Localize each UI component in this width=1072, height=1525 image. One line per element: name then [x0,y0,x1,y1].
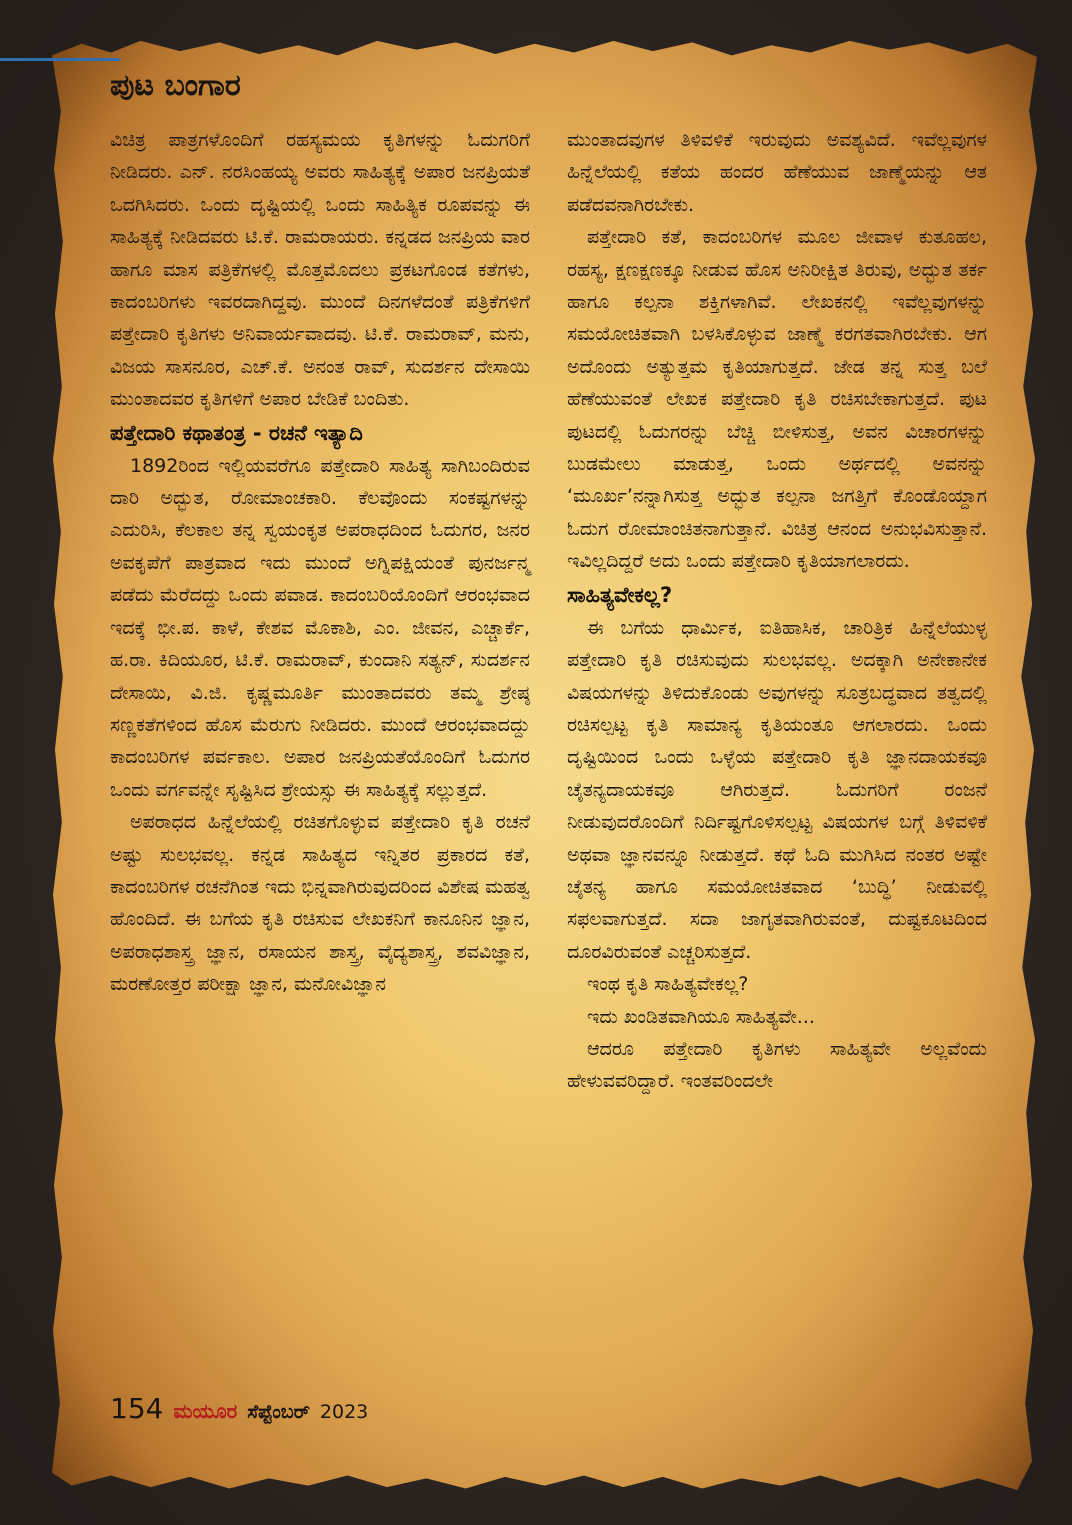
subheading: ಸಾಹಿತ್ಯವೇಕಲ್ಲ? [567,582,673,607]
paragraph: ಈ ಬಗೆಯ ಧಾರ್ಮಿಕ, ಐತಿಹಾಸಿಕ, ಚಾರಿತ್ರಿಕ ಹಿನ್ನೆಲೆಯುಳ್ಳ ಪತ್ತೇದಾರಿ ಕೃತಿ ರಚಿಸುವುದು ಸುಲಭವಲ್ಲ. ಅದಕ್ಕಾಗಿ ಅನೇಕಾನೇಕ ವಿಷಯಗಳನ್ನು ತಿಳಿದುಕೊಂಡು ಅವುಗಳನ್ನು ಸೂತ್ರಬದ್ಧವಾದ ತತ್ವದಲ್ಲಿ ರಚಿಸಲ್ಪಟ್ಟ ಕೃತಿ ಸಾಮಾನ್ಯ ಕೃತಿಯಂತೂ ಆಗಲಾರದು. ಒಂದು ದೃಷ್ಟಿಯಿಂದ ಒಂದು ಒಳ್ಳೆಯ ಪತ್ತೇದಾರಿ ಕೃತಿ ಜ್ಞಾನದಾಯಕವೂ ಚೈತನ್ಯದಾಯಕವೂ ಆಗಿರುತ್ತದೆ. ಓದುಗರಿಗೆ ರಂಜನೆ ನೀಡುವುದರೊಂದಿಗೆ ನಿರ್ದಿಷ್ಟಗೊಳಿಸಲ್ಪಟ್ಟ ವಿಷಯಗಳ ಬಗ್ಗೆ ತಿಳಿವಳಿಕೆ ಅಥವಾ ಜ್ಞಾನವನ್ನೂ ನೀಡುತ್ತದೆ. ಕಥೆ ಓದಿ ಮುಗಿಸಿದ ನಂತರ ಅಷ್ಟೇ ಚೈತನ್ಯ ಹಾಗೂ ಸಮಯೋಚಿತವಾದ ‘ಬುದ್ಧಿ’ ನೀಡುವಲ್ಲಿ ಸಫಲವಾಗುತ್ತದೆ. ಸದಾ ಜಾಗೃತವಾಗಿರುವಂತೆ, ದುಷ್ಟಕೂಟದಿಂದ ದೂರವಿರುವಂತೆ ಎಚ್ಚರಿಸುತ್ತದೆ. [567,616,987,963]
issue-year: 2023 [319,1401,369,1423]
paragraph: ಇದು ಖಂಡಿತವಾಗಿಯೂ ಸಾಹಿತ್ಯವೇ... [587,1005,815,1028]
magazine-name: ಮಯೂರ [173,1399,238,1423]
issue-month: ಸೆಪ್ಟೆಂಬರ್ [247,1401,310,1423]
right-column [567,124,987,1098]
paragraph: ಪತ್ತೇದಾರಿ ಕತೆ, ಕಾದಂಬರಿಗಳ ಮೂಲ ಜೀವಾಳ ಕುತೂಹಲ, ರಹಸ್ಯ, ಕ್ಷಣಕ್ಷಣಕ್ಕೂ ನೀಡುವ ಹೊಸ ಅನಿರೀಕ್ಷಿತ ತಿರುವು, ಅದ್ಭುತ ತರ್ಕ ಹಾಗೂ ಕಲ್ಪನಾ ಶಕ್ತಿಗಳಾಗಿವೆ. ಲೇಖಕನಲ್ಲಿ ಇವೆಲ್ಲವುಗಳನ್ನು ಸಮಯೋಚಿತವಾಗಿ ಬಳಸಿಕೊಳ್ಳುವ ಜಾಣ್ಮೆ ಕರಗತವಾಗಿರಬೇಕು. ಆಗ ಅದೊಂದು ಅತ್ಯುತ್ತಮ ಕೃತಿಯಾಗುತ್ತದೆ. ಜೇಡ ತನ್ನ ಸುತ್ತ ಬಲೆ ಹೆಣೆಯುವಂತೆ ಲೇಖಕ ಪತ್ತೇದಾರಿ ಕೃತಿ ರಚಿಸಬೇಕಾಗುತ್ತದೆ. ಪುಟ ಪುಟದಲ್ಲಿ ಓದುಗರನ್ನು ಬೆಚ್ಚಿ ಬೀಳಿಸುತ್ತ, ಅವನ ವಿಚಾರಗಳನ್ನು ಬುಡಮೇಲು ಮಾಡುತ್ತ, ಒಂದು ಅರ್ಥದಲ್ಲಿ ಅವನನ್ನು ‘ಮೂರ್ಖ’ನನ್ನಾಗಿಸುತ್ತ ಅದ್ಭುತ ಕಲ್ಪನಾ ಜಗತ್ತಿಗೆ ಕೊಂಡೊಯ್ದಾಗ ಓದುಗ ರೋಮಾಂಚಿತನಾಗುತ್ತಾನೆ. ವಿಚಿತ್ರ ಆನಂದ ಅನುಭವಿಸುತ್ತಾನೆ. ಇವಿಲ್ಲದಿದ್ದರೆ ಅದು ಒಂದು ಪತ್ತೇದಾರಿ ಕೃತಿಯಾಗಲಾರದು. [567,226,987,573]
accent-line [0,58,120,61]
section-title: ಪುಟ ಬಂಗಾರ [110,68,241,103]
subheading: ಪತ್ತೇದಾರಿ ಕಥಾತಂತ್ರ - ರಚನೆ ಇತ್ಯಾದಿ [110,420,363,445]
paragraph: ಮುಂತಾದವುಗಳ ತಿಳಿವಳಿಕೆ ಇರುವುದು ಅವಶ್ಯವಿದೆ. ಇವೆಲ್ಲವುಗಳ ಹಿನ್ನೆಲೆಯಲ್ಲಿ ಕತೆಯ ಹಂದರ ಹೆಣೆಯುವ ಜಾಣ್ಮೆಯನ್ನು ಆತ ಪಡೆದವನಾಗಿರಬೇಕು. [567,129,987,216]
paragraph: 1892ರಿಂದ ಇಲ್ಲಿಯವರೆಗೂ ಪತ್ತೇದಾರಿ ಸಾಹಿತ್ಯ ಸಾಗಿಬಂದಿರುವ ದಾರಿ ಅದ್ಭುತ, ರೋಮಾಂಚಕಾರಿ. ಕೆಲವೊಂದು ಸಂಕಷ್ಟಗಳನ್ನು ಎದುರಿಸಿ, ಕೆಲಕಾಲ ತನ್ನ ಸ್ವಯಂಕೃತ ಅಪರಾಧದಿಂದ ಓದುಗರ, ಜನರ ಅವಕೃಪೆಗೆ ಪಾತ್ರವಾದ ಇದು ಮುಂದೆ ಅಗ್ನಿಪಕ್ಷಿಯಂತೆ ಪುನರ್ಜನ್ಮ ಪಡೆದು ಮೆರೆದದ್ದು ಒಂದು ಪವಾಡ. ಕಾದಂಬರಿಯೊಂದಿಗೆ ಆರಂಭವಾದ ಇದಕ್ಕೆ ಭೀ.ಪ. ಕಾಳೆ, ಕೇಶವ ಮೊಕಾಶಿ, ಎಂ. ಜೀವನ, ಎಚ್ಚಾರ್ಕೆ, ಹ.ರಾ. ಕಿದಿಯೂರ, ಟಿ.ಕೆ. ರಾಮರಾವ್, ಕುಂದಾನಿ ಸತ್ಯನ್, ಸುದರ್ಶನ ದೇಸಾಯಿ, ವಿ.ಜಿ. ಕೃಷ್ಣಮೂರ್ತಿ ಮುಂತಾದವರು ತಮ್ಮ ಶ್ರೇಷ್ಠ ಸಣ್ಣಕತೆಗಳಿಂದ ಹೊಸ ಮೆರುಗು ನೀಡಿದರು. ಮುಂದೆ ಆರಂಭವಾದದ್ದು ಕಾದಂಬರಿಗಳ ಪರ್ವಕಾಲ. ಅಪಾರ ಜನಪ್ರಿಯತೆಯೊಂದಿಗೆ ಓದುಗರ ಒಂದು ವರ್ಗವನ್ನೇ ಸೃಷ್ಟಿಸಿದ ಶ್ರೇಯಸ್ಸು ಈ ಸಾಹಿತ್ಯಕ್ಕೆ ಸಲ್ಲುತ್ತದೆ. [110,454,530,801]
left-column [110,124,530,1001]
paragraph: ಆದರೂ ಪತ್ತೇದಾರಿ ಕೃತಿಗಳು ಸಾಹಿತ್ಯವೇ ಅಲ್ಲವೆಂದು ಹೇಳುವವರಿದ್ದಾರೆ. ಇಂತವರಿಂದಲೇ [567,1037,987,1093]
paragraph: ಅಪರಾಧದ ಹಿನ್ನೆಲೆಯಲ್ಲಿ ರಚಿತಗೊಳ್ಳುವ ಪತ್ತೇದಾರಿ ಕೃತಿ ರಚನೆ ಅಷ್ಟು ಸುಲಭವಲ್ಲ. ಕನ್ನಡ ಸಾಹಿತ್ಯದ ಇನ್ನಿತರ ಪ್ರಕಾರದ ಕತೆ, ಕಾದಂಬರಿಗಳ ರಚನೆಗಿಂತ ಇದು ಭಿನ್ನವಾಗಿರುವುದರಿಂದ ವಿಶೇಷ ಮಹತ್ವ ಹೊಂದಿದೆ. ಈ ಬಗೆಯ ಕೃತಿ ರಚಿಸುವ ಲೇಖಕನಿಗೆ ಕಾನೂನಿನ ಜ್ಞಾನ, ಅಪರಾಧಶಾಸ್ತ್ರ ಜ್ಞಾನ, ರಸಾಯನ ಶಾಸ್ತ್ರ, ವೈದ್ಯಶಾಸ್ತ್ರ, ಶವವಿಜ್ಞಾನ, ಮರಣೋತ್ತರ ಪರೀಕ್ಷಾ ಜ್ಞಾನ, ಮನೋವಿಜ್ಞಾನ [110,811,530,996]
page-number: 154 [110,1392,164,1425]
paragraph: ವಿಚಿತ್ರ ಪಾತ್ರಗಳೊಂದಿಗೆ ರಹಸ್ಯಮಯ ಕೃತಿಗಳನ್ನು ಓದುಗರಿಗೆ ನೀಡಿದರು. ಎನ್. ನರಸಿಂಹಯ್ಯ ಅವರು ಸಾಹಿತ್ಯಕ್ಕೆ ಅಪಾರ ಜನಪ್ರಿಯತೆ ಒದಗಿಸಿದರು. ಒಂದು ದೃಷ್ಟಿಯಲ್ಲಿ ಒಂದು ಸಾಹಿತ್ಯಿಕ ರೂಪವನ್ನು ಈ ಸಾಹಿತ್ಯಕ್ಕೆ ನೀಡಿದವರು ಟಿ.ಕೆ. ರಾಮರಾಯರು. ಕನ್ನಡದ ಜನಪ್ರಿಯ ವಾರ ಹಾಗೂ ಮಾಸ ಪತ್ರಿಕೆಗಳಲ್ಲಿ ಮೊತ್ತಮೊದಲು ಪ್ರಕಟಗೊಂಡ ಕತೆಗಳು, ಕಾದಂಬರಿಗಳು ಇವರದಾಗಿದ್ದವು. ಮುಂದೆ ದಿನಗಳೆದಂತೆ ಪತ್ರಿಕೆಗಳಿಗೆ ಪತ್ತೇದಾರಿ ಕೃತಿಗಳು ಅನಿವಾರ್ಯವಾದವು. ಟಿ.ಕೆ. ರಾಮರಾವ್, ಮನು, ವಿಜಯ ಸಾಸನೂರ, ಎಚ್.ಕೆ. ಅನಂತ ರಾವ್, ಸುದರ್ಶನ ದೇಸಾಯಿ ಮುಂತಾದವರ ಕೃತಿಗಳಿಗೆ ಅಪಾರ ಬೇಡಿಕೆ ಬಂದಿತು. [110,129,530,411]
page-footer [110,1392,368,1425]
paragraph: ಇಂಥ ಕೃತಿ ಸಾಹಿತ್ಯವೇಕಲ್ಲ? [587,973,749,996]
